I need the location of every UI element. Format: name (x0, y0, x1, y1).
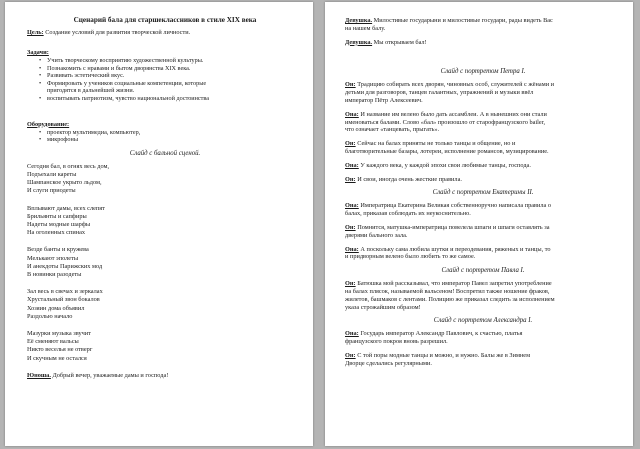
dialogue-paragraph: Он: Помнится, матушка-императрица повелела шпаги и шпаги оставлять за дверями бального зала. (345, 223, 550, 239)
document-page-left (5, 2, 313, 446)
speaker-label: Юноша. (27, 371, 51, 379)
speaker-label: Он: (345, 351, 356, 359)
dialogue-paragraph: Он: Сейчас на балах приняты не только танцы и общение, но и благотворительные базары, лотереи, исполнение романсов, музицирование. (345, 140, 549, 155)
goal-label: Цель: (27, 29, 44, 36)
speaker-label: Он: (345, 140, 356, 148)
dialogue-paragraph: Она: У каждого века, у каждой эпохи свои любимые танцы, господа. (345, 161, 531, 169)
speaker-label: Она: (345, 161, 359, 169)
task-item: • Формировать у учеников социальные компетенции, которые пригодятся в дальнейшей жизни. (39, 80, 303, 95)
poem-stanza: Вплывают дамы, всех слепят Брильянты и сапфиры Надеты модные шарфы На оголенных спинах (27, 204, 105, 237)
equipment-list (39, 129, 303, 144)
speaker-label: Она: (345, 110, 359, 118)
speaker-label: Она: (345, 245, 359, 253)
task-item: • Познакомить с нравами и бытом дворянства XIX века. (39, 65, 303, 73)
speaker-label: Он: (345, 81, 356, 89)
dialogue-paragraph: Он: И свои, иногда очень жесткие правила. (345, 175, 462, 183)
scene-title: Слайд с бальной сценой. (129, 149, 201, 157)
goal-line (27, 29, 303, 37)
speaker-label: Она: (345, 330, 359, 338)
equipment-item: • микрофоны (39, 136, 303, 144)
tasks-label: Задачи: (27, 49, 49, 56)
poem-stanza: Везде банты и кружева Мелькают эполеты И анекдоты Парижских мод В новинки разодеты (27, 246, 103, 278)
document-title: Сценарий бала для старшеклассников в стиле XIX века (73, 16, 257, 24)
dialogue-paragraph: Он: Традицию собирать всех дворян, чиновных особ, служителей с жёнами и детьми для разговоров, танцев галантных, упражнений и музыки ввёл император Пётр Алексеевич. (345, 81, 555, 104)
goal-text: Создание условий для развития творческой личности. (43, 29, 191, 36)
task-item: • Развивать эстетический вкус. (39, 72, 303, 80)
tasks-list (39, 57, 303, 103)
dialogue-paragraph: Она: И название им велено было дать ассамблеи. А в нынешних они стали именоваться балами. Слово «бал» произошло от старофранцузского bailer, что означает «танцевать, прыгать». (345, 110, 547, 134)
equipment-item: • проектор мультимедиа, компьютер, (39, 129, 303, 137)
poem-stanza: Сегодня бал, в огнях весь дом, Подъехали кареты Шампанское укрыто льдом, И слуги приодеты (27, 162, 110, 195)
poem-stanza: Мазурки музыка звучит Её сменяют вальсы Никто веселья не отверг И скучным не остался (27, 330, 93, 362)
dialogue-paragraph: Она: А поскольку сама любила шутки и переодевания, ряженых и танцы, то и придворным велено было любить то же самое. (345, 245, 551, 261)
speaker-label: Девушка. (345, 17, 373, 24)
task-item: • воспитывать патриотизм, чувство национальной достоинства (39, 95, 303, 103)
final-line: Юноша. Добрый вечер, уважаемые дамы и господа! (27, 371, 169, 379)
speaker-label: Он: (345, 280, 356, 288)
slide-heading: Слайд с портретом Екатерины II. (432, 189, 534, 197)
slide-heading: Слайд с портретом Павла I. (441, 267, 525, 275)
speaker-label: Он: (345, 175, 356, 183)
right-content (345, 17, 621, 368)
slide-heading: Слайд с портретом Петра I. (440, 68, 526, 76)
poem-stanza: Зал весь в свечах и зеркалах Хрустальный звон бокалов Хозяин дома объявил Раздолью начало (27, 288, 103, 320)
speaker-label: Девушка. (345, 38, 373, 46)
slide-heading: Слайд с портретом Александра I. (433, 317, 533, 325)
equipment-label: Оборудование: (27, 120, 70, 128)
task-item: • Учить творческому восприятию художественной культуры. (39, 57, 303, 65)
dialogue-paragraph: Он: С той поры модные танцы и можно, и нужно. Балы же в Зимнем Дворце сделались регулярными. (345, 351, 531, 367)
document-page-right (325, 2, 633, 446)
dialogue-paragraph: Девушка. Мы открываем бал! (345, 38, 427, 46)
dialogue-paragraph: Девушка. Милостивые государыни и милостивые государи, рады видеть Вас на нашем балу. (345, 17, 553, 32)
dialogue-paragraph: Она: Государь император Александр Павлович, к счастью, платья французского покроя вновь разрешил. (345, 330, 523, 346)
dialogue-paragraph: Он: Батюшка мой рассказывал, что император Павел запретил употребление на балах плясок, называемой вальсеном! Воспретил также ношение фраков, жилетов, башмаков с лентами. Полицию же приказал следить за исполнением указа строжайшим образом! (345, 280, 555, 311)
speaker-label: Он: (345, 223, 356, 231)
speaker-label: Она: (345, 202, 359, 210)
dialogue-paragraph: Она: Императрица Екатерина Великая собственноручно написала правила о балах, приказав соблюдать их неукоснительно. (345, 202, 552, 218)
